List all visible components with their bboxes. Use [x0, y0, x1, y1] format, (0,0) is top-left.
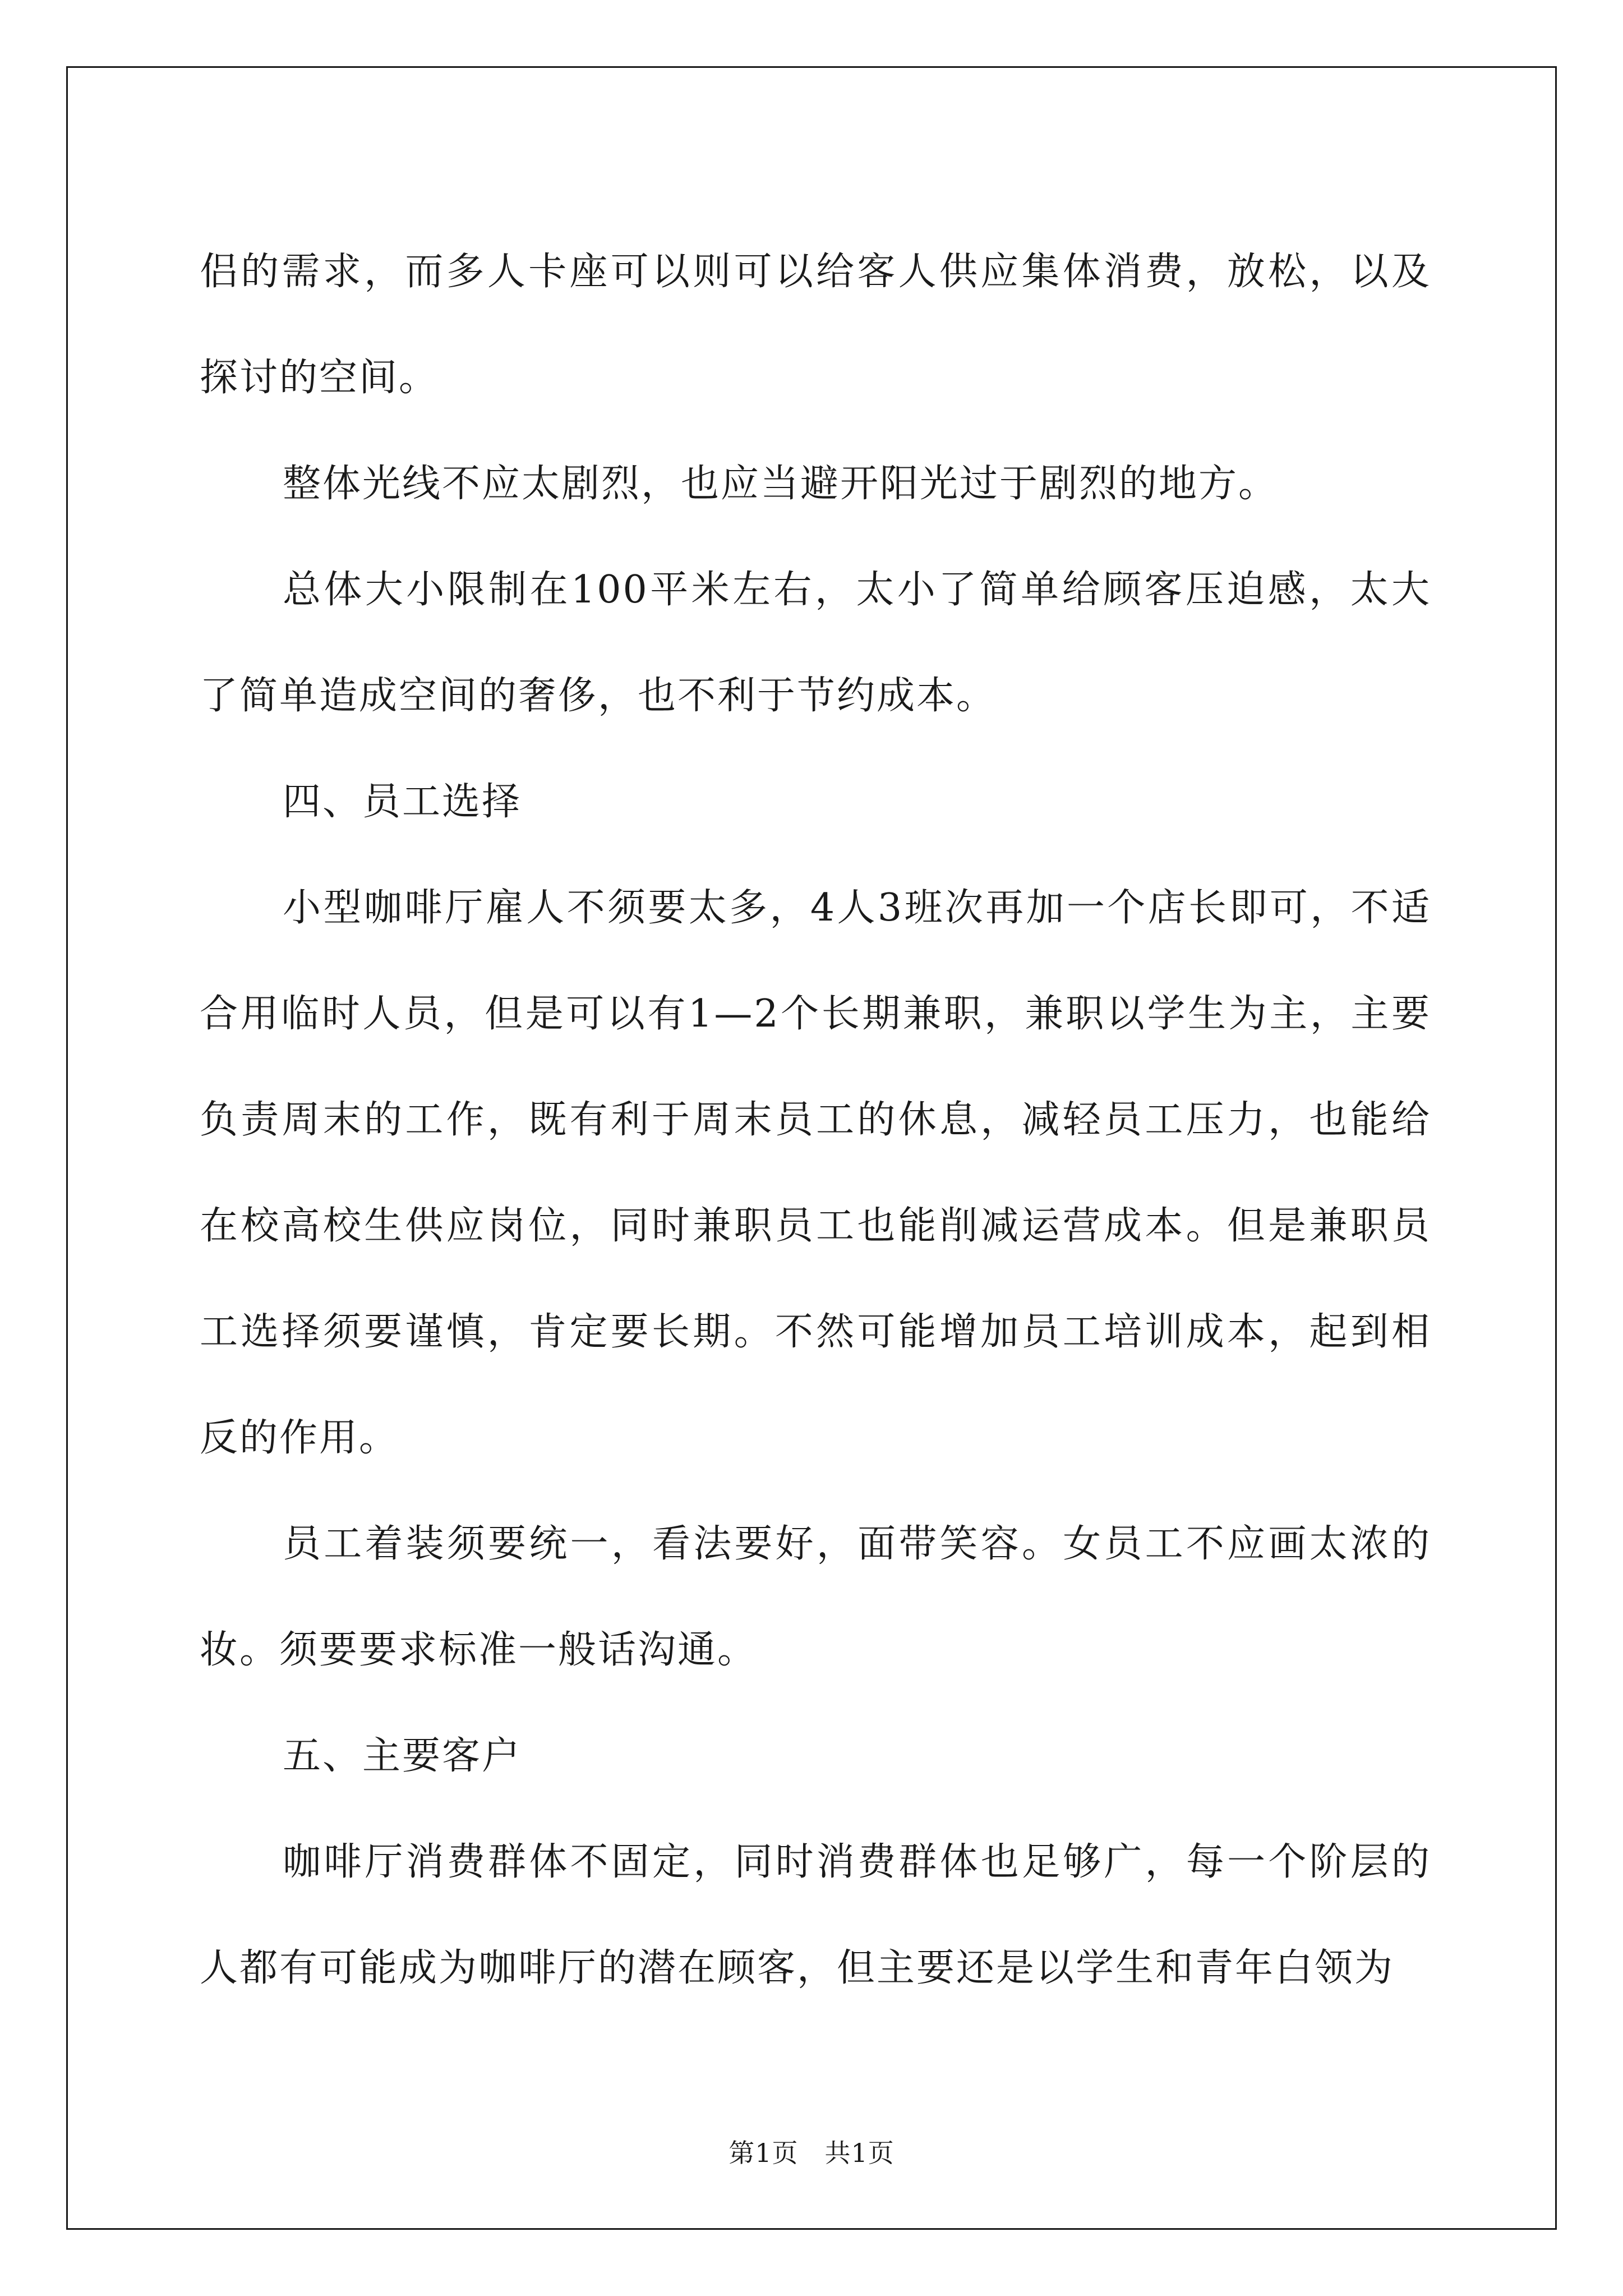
- paragraph: 小型咖啡厅雇人不须要太多，4人3班次再加一个店长即可，不适合用临时人员，但是可以有1—2个长期兼职，兼职以学生为主，主要负责周末的工作，既有利于周末员工的休息，减轻员工压力，也能给在校高校生供应岗位，同时兼职员工也能削减运营成本。但是兼职员工选择须要谨慎，肯定要长期。不然可能增加员工培训成本，起到相反的作用。: [200, 886, 1431, 1460]
- paragraph: 咖啡厅消费群体不固定，同时消费群体也足够广，每一个阶层的人都有可能成为咖啡厅的潜在顾客，但主要还是以学生和青年白领为: [200, 1840, 1431, 1990]
- document-body: [200, 219, 1431, 2021]
- section-heading: 五、主要客户: [283, 1734, 522, 1778]
- paragraph: 总体大小限制在100平米左右，太小了简单给顾客压迫感，太大了简单造成空间的奢侈，也不利于节约成本。: [200, 568, 1431, 718]
- paragraph: 侣的需求，而多人卡座可以则可以给客人供应集体消费，放松，以及探讨的空间。: [200, 250, 1431, 400]
- section-heading: 四、员工选择: [283, 780, 522, 824]
- paragraph: 员工着装须要统一，看法要好，面带笑容。女员工不应画太浓的妆。须要要求标准一般话沟通。: [200, 1522, 1431, 1672]
- page-footer: 第1页 共1页: [728, 2138, 895, 2168]
- paragraph: 整体光线不应太剧烈，也应当避开阳光过于剧烈的地方。: [283, 462, 1279, 506]
